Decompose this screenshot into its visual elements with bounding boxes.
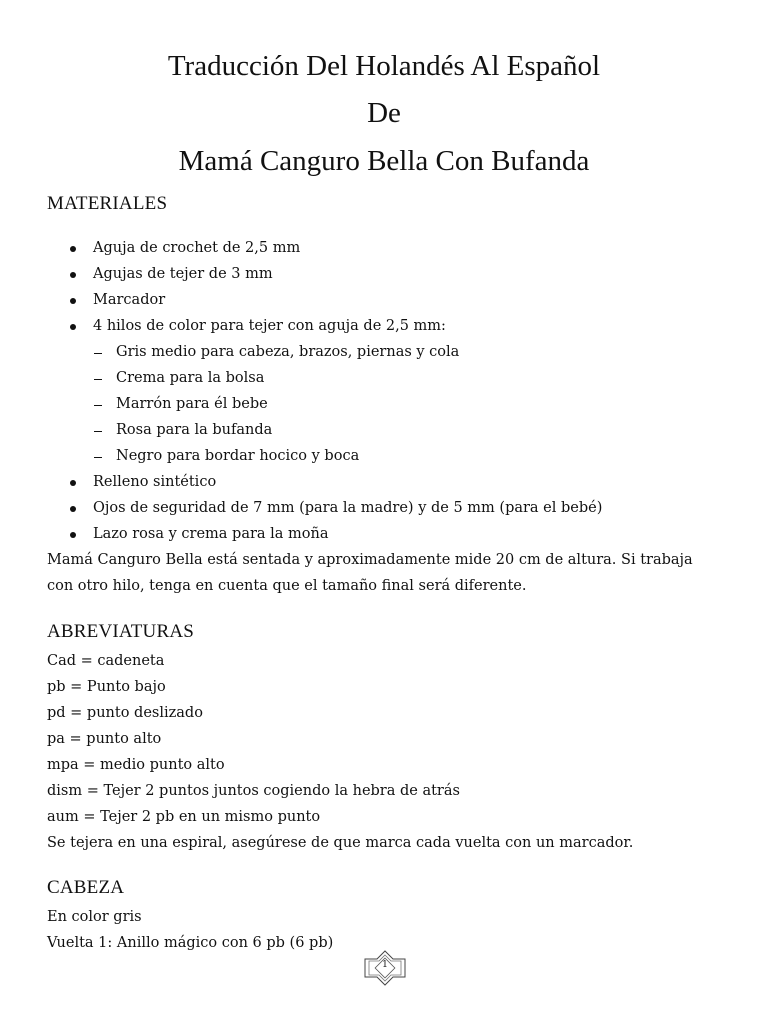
bullet-icon: [70, 272, 76, 278]
list-item: Lazo rosa y crema para la moña: [93, 526, 329, 542]
abbreviation-line: Cad = cadeneta: [47, 653, 165, 669]
list-item: Aguja de crochet de 2,5 mm: [93, 240, 301, 256]
page-number: 1: [382, 960, 388, 970]
abbreviation-line: dism = Tejer 2 puntos juntos cogiendo la hebra de atrás: [47, 783, 460, 799]
bullet-icon: [70, 324, 76, 330]
dash-icon: [94, 457, 102, 458]
abbreviation-line: aum = Tejer 2 pb en un mismo punto: [47, 809, 321, 825]
abbreviation-line: pa = punto alto: [47, 731, 162, 747]
sub-list-item: Crema para la bolsa: [116, 370, 265, 386]
instruction-line: Vuelta 1: Anillo mágico con 6 pb (6 pb): [47, 935, 334, 951]
list-item: Relleno sintético: [93, 474, 217, 490]
bullet-icon: [70, 298, 76, 304]
sub-list-item: Negro para bordar hocico y boca: [116, 448, 360, 464]
dash-icon: [94, 405, 102, 406]
note-text: con otro hilo, tenga en cuenta que el tamaño final será diferente.: [47, 578, 527, 594]
abbreviation-line: pb = Punto bajo: [47, 679, 166, 695]
list-item: 4 hilos de color para tejer con aguja de 2,5 mm:: [93, 318, 446, 334]
abreviaturas-heading: ABREVIATURAS: [47, 621, 195, 642]
bullet-icon: [70, 246, 76, 252]
dash-icon: [94, 379, 102, 380]
page-number-ornament: [364, 950, 406, 986]
sub-list-item: Rosa para la bufanda: [116, 422, 273, 438]
bullet-icon: [70, 480, 76, 486]
title-line-2: De: [367, 97, 401, 129]
cabeza-heading: CABEZA: [47, 877, 125, 898]
sub-list-item: Marrón para él bebe: [116, 396, 268, 412]
dash-icon: [94, 353, 102, 354]
dash-icon: [94, 431, 102, 432]
sub-list-item: Gris medio para cabeza, brazos, piernas y cola: [116, 344, 460, 360]
title-line-1: Traducción Del Holandés Al Español: [167, 50, 601, 82]
bullet-icon: [70, 532, 76, 538]
note-text: Mamá Canguro Bella está sentada y aproximadamente mide 20 cm de altura. Si trabaja: [47, 552, 693, 568]
list-item: Ojos de seguridad de 7 mm (para la madre) y de 5 mm (para el bebé): [93, 500, 603, 516]
materiales-heading: MATERIALES: [47, 193, 168, 214]
list-item: Agujas de tejer de 3 mm: [93, 266, 273, 282]
abbreviation-line: mpa = medio punto alto: [47, 757, 225, 773]
list-item: Marcador: [93, 292, 166, 308]
title-line-3: Mamá Canguro Bella Con Bufanda: [178, 145, 590, 177]
instruction-line: En color gris: [47, 909, 142, 925]
instruction-line: Se tejera en una espiral, asegúrese de que marca cada vuelta con un marcador.: [47, 835, 634, 851]
bullet-icon: [70, 506, 76, 512]
abbreviation-line: pd = punto deslizado: [47, 705, 203, 721]
